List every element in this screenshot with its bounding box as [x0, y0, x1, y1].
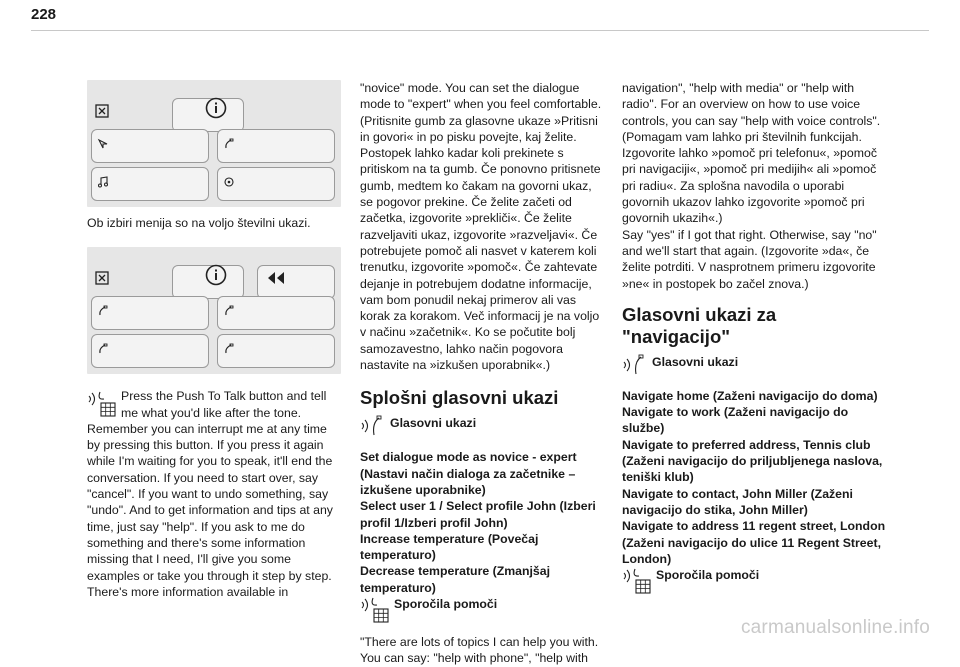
- column-3: [622, 80, 886, 605]
- navigation-arrow-icon: [97, 138, 109, 152]
- voice-command-icon: [622, 354, 648, 378]
- help-messages-label: [360, 596, 606, 624]
- column-2: [360, 80, 606, 667]
- voice-commands-label: [622, 354, 886, 378]
- command-list: Navigate home (Zaženi navigacijo do doma) Navigate to work (Zaženi navigacijo do službe) Navigate to preferred address, Tennis club (Zaženi navigacijo do priljubljenega naslova, teniški klub) Navigate to contact, John Miller (Zaženi navigacijo do stika, John Miller) Navigate to address 11 regent street, London (Zaženi navigacijo do ulice 11 Regent Street, London): [622, 388, 886, 566]
- continued-text: "novice" mode. You can set the dialogue mode to "expert" when you feel comfortable. (Pritisnite gumb za glasovne ukaze »Pritisni in govori« in po pisku povejte, kaj želite. Postopek lahko kadar koli prekinete s pritiskom na ta gumb. Če ponovno pritisnete gumb, medtem ko čakam na govorni ukaz, se pogovor prekine. Če želite začeti od začetka, izgovorite »prekliči«. Če želite razveljaviti ukaz, izgovorite »razveljavi«. Če potrebujete pomoč ali nasvet v katerem koli trenutku, izgovorite »pomoč«. Če zahtevate dejanje in potrebujem dodatne informacije, vam bom ponudil nekaj primerov ali vas korak za korakom. Več informacij je na voljo v načinu »začetnik«. Ko se počutite bolj samozavestno, lahko način pogovora nastavite na »izkušen uporabnik«.): [360, 81, 602, 373]
- help-messages-text: Sporočila pomoči: [394, 597, 498, 612]
- phone-icon: [223, 138, 235, 152]
- music-note-icon: [97, 176, 109, 190]
- help-messages-label: [622, 567, 886, 595]
- continued-text: navigation", "help with media" or "help with radio". For an overview on how to use voice controls, you can say "help with voice controls". (Pomagam vam lahko pri številnih funkcijah. Izgovorite lahko »pomoč pri telefonu«, »pomoč pri navigaciji«, »pomoč pri medijih« ali »pomoč pri radiu«. Za splošna navodila o uporabi govornih ukazov lahko izgovorite »pomoč pri govornih ukazih«.) Say "yes" if I got that right. Otherwise, say "no" and we'll start that again. (Izgovorite »da«, če želite potrditi. V nasprotnem primeru izgovorite »ne« in postopek bo začel znova.): [622, 81, 881, 291]
- command-list: Set dialogue mode as novice - expert (Nastavi način dialoga za začetnike – izkušene uporabnike) Select user 1 / Select profile John (Izberi profil 1/Izberi profil John) Increase temperature (Povečaj temperaturo) Decrease temperature (Zmanjšaj temperaturo): [360, 450, 596, 595]
- voice-help-icon: [87, 390, 117, 418]
- voice-command-icon: [360, 415, 386, 439]
- voice-help-icon: [360, 596, 390, 624]
- voice-menu-figure-2: [87, 247, 341, 374]
- header-divider: [31, 30, 929, 31]
- info-icon: [205, 264, 227, 290]
- voice-commands-label: [360, 415, 606, 439]
- section-heading: Glasovni ukazi za "navigacijo": [622, 303, 777, 347]
- voice-help-icon: [622, 567, 652, 595]
- voice-menu-figure-1: [87, 80, 341, 207]
- close-menu-icon: [95, 104, 109, 120]
- close-menu-icon: [95, 271, 109, 287]
- back-icon: [265, 271, 287, 289]
- info-icon: [205, 97, 227, 123]
- help-text: "There are lots of topics I can help you with. You can say: "help with phone", "help with: [360, 635, 599, 666]
- phone-icon: [97, 343, 109, 357]
- site-watermark[interactable]: carmanualsonline.info: [740, 617, 930, 638]
- section-heading: Splošni glasovni ukazi: [360, 387, 559, 409]
- column-1: [87, 80, 342, 600]
- voice-commands-text: Glasovni ukazi: [390, 416, 477, 431]
- page-number: 228: [31, 6, 57, 23]
- phone-icon: [223, 343, 235, 357]
- help-messages-text: Sporočila pomoči: [656, 568, 760, 583]
- phone-icon: [97, 305, 109, 319]
- intro-paragraph: [87, 388, 342, 600]
- phone-icon: [223, 305, 235, 319]
- figure-caption: Ob izbiri menija so na voljo številni ukazi.: [87, 216, 311, 230]
- voice-commands-text: Glasovni ukazi: [652, 354, 739, 369]
- radio-icon: [223, 176, 235, 190]
- intro-text: Press the Push To Talk button and tell me what you'd like after the tone. Remember you can interrupt me at any time by pressing this button. If you press it again while I'm waiting for you to speak, it'll end the conversation. If you need to start over, say "cancel". If you want to undo something, say "undo". And to get information and tips at any time, just say "help". If you ask to me do something and there's some information missing that I need, I'll give you some examples or take you through it step by step. There's more information available in: [87, 389, 333, 599]
